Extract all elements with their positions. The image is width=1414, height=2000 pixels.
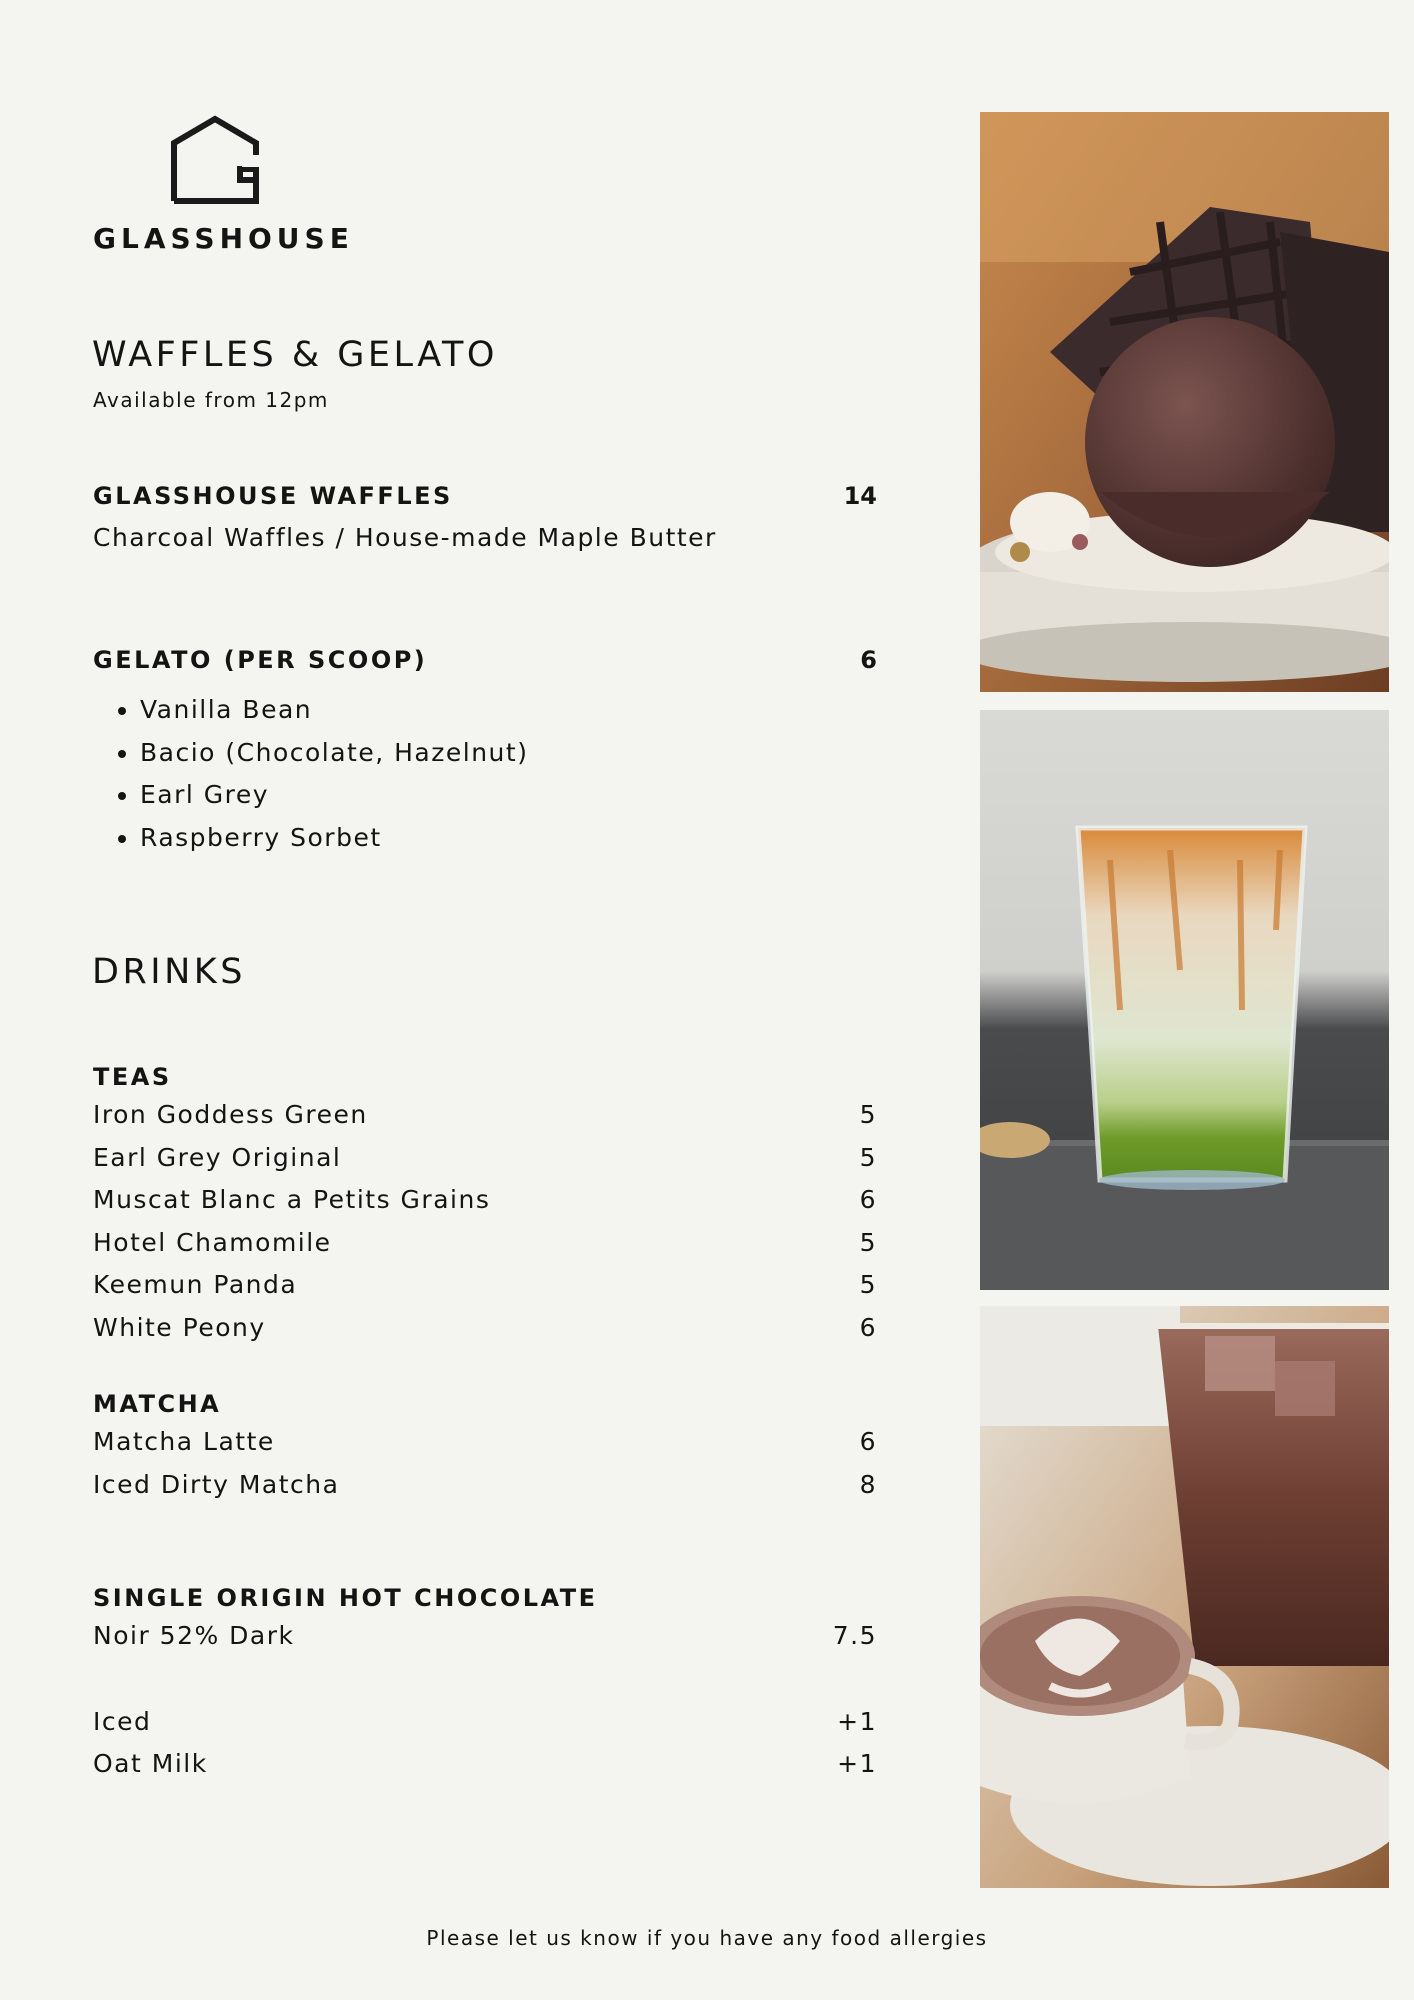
extra-price: +1 (837, 1706, 877, 1736)
item-price-waffles: 14 (843, 482, 877, 510)
allergy-note: Please let us know if you have any food allergies (426, 1926, 988, 1950)
gelato-flavour-list (112, 689, 528, 859)
menu-item-price: 5 (859, 1227, 877, 1257)
extra-name: Iced (93, 1706, 152, 1736)
waffle-gelato-photo (980, 112, 1389, 692)
menu-item-name: Keemun Panda (93, 1269, 298, 1299)
group-label-teas: TEAS (93, 1063, 172, 1091)
menu-item-name: Earl Grey Original (93, 1142, 342, 1172)
item-name-waffles: GLASSHOUSE WAFFLES (93, 482, 453, 510)
menu-item-name: Matcha Latte (93, 1426, 275, 1456)
menu-item-price: 8 (859, 1469, 877, 1499)
menu-row (93, 1306, 877, 1348)
flavour-item: • Bacio (Chocolate, Hazelnut) (140, 732, 528, 775)
flavour-item: • Raspberry Sorbet (140, 817, 528, 860)
section-title-drinks: DRINKS (92, 952, 246, 992)
menu-item-name: White Peony (93, 1312, 266, 1342)
iced-matcha-photo (980, 710, 1389, 1290)
flavour-item: • Vanilla Bean (140, 689, 528, 732)
menu-item-name: Iced Dirty Matcha (93, 1469, 340, 1499)
menu-item-name: Noir 52% Dark (93, 1620, 295, 1650)
menu-row (93, 1463, 877, 1505)
extra-price: +1 (837, 1748, 877, 1778)
menu-item-name: Muscat Blanc a Petits Grains (93, 1184, 491, 1214)
menu-row (93, 1136, 877, 1178)
menu-row (93, 1093, 877, 1135)
availability-note: Available from 12pm (93, 388, 329, 412)
menu-row (93, 1614, 877, 1656)
menu-item-price: 6 (859, 1426, 877, 1456)
group-label-matcha: MATCHA (93, 1390, 222, 1418)
menu-row-extra (93, 1700, 877, 1742)
section-title-waffles: WAFFLES & GELATO (92, 335, 498, 375)
group-label-hot-chocolate: SINGLE ORIGIN HOT CHOCOLATE (93, 1584, 598, 1612)
menu-item-name: Hotel Chamomile (93, 1227, 332, 1257)
menu-item-price: 7.5 (832, 1620, 877, 1650)
item-name-gelato: GELATO (PER SCOOP) (93, 646, 428, 674)
menu-row-extra (93, 1742, 877, 1784)
menu-row (93, 1178, 877, 1220)
menu-item-price: 5 (859, 1269, 877, 1299)
flavour-item: • Earl Grey (140, 774, 528, 817)
menu-row (93, 1263, 877, 1305)
menu-item-price: 6 (859, 1312, 877, 1342)
menu-row (93, 1221, 877, 1263)
menu-item-price: 5 (859, 1099, 877, 1129)
brand-name: GLASSHOUSE (93, 222, 354, 255)
item-description-waffles: Charcoal Waffles / House-made Maple Butter (93, 523, 717, 552)
item-price-gelato: 6 (860, 646, 877, 674)
menu-item-name: Iron Goddess Green (93, 1099, 368, 1129)
menu-row (93, 1420, 877, 1462)
extra-name: Oat Milk (93, 1748, 208, 1778)
house-outline-icon (168, 113, 262, 207)
menu-item-price: 6 (859, 1184, 877, 1214)
menu-item-price: 5 (859, 1142, 877, 1172)
hot-chocolate-photo (980, 1306, 1389, 1888)
